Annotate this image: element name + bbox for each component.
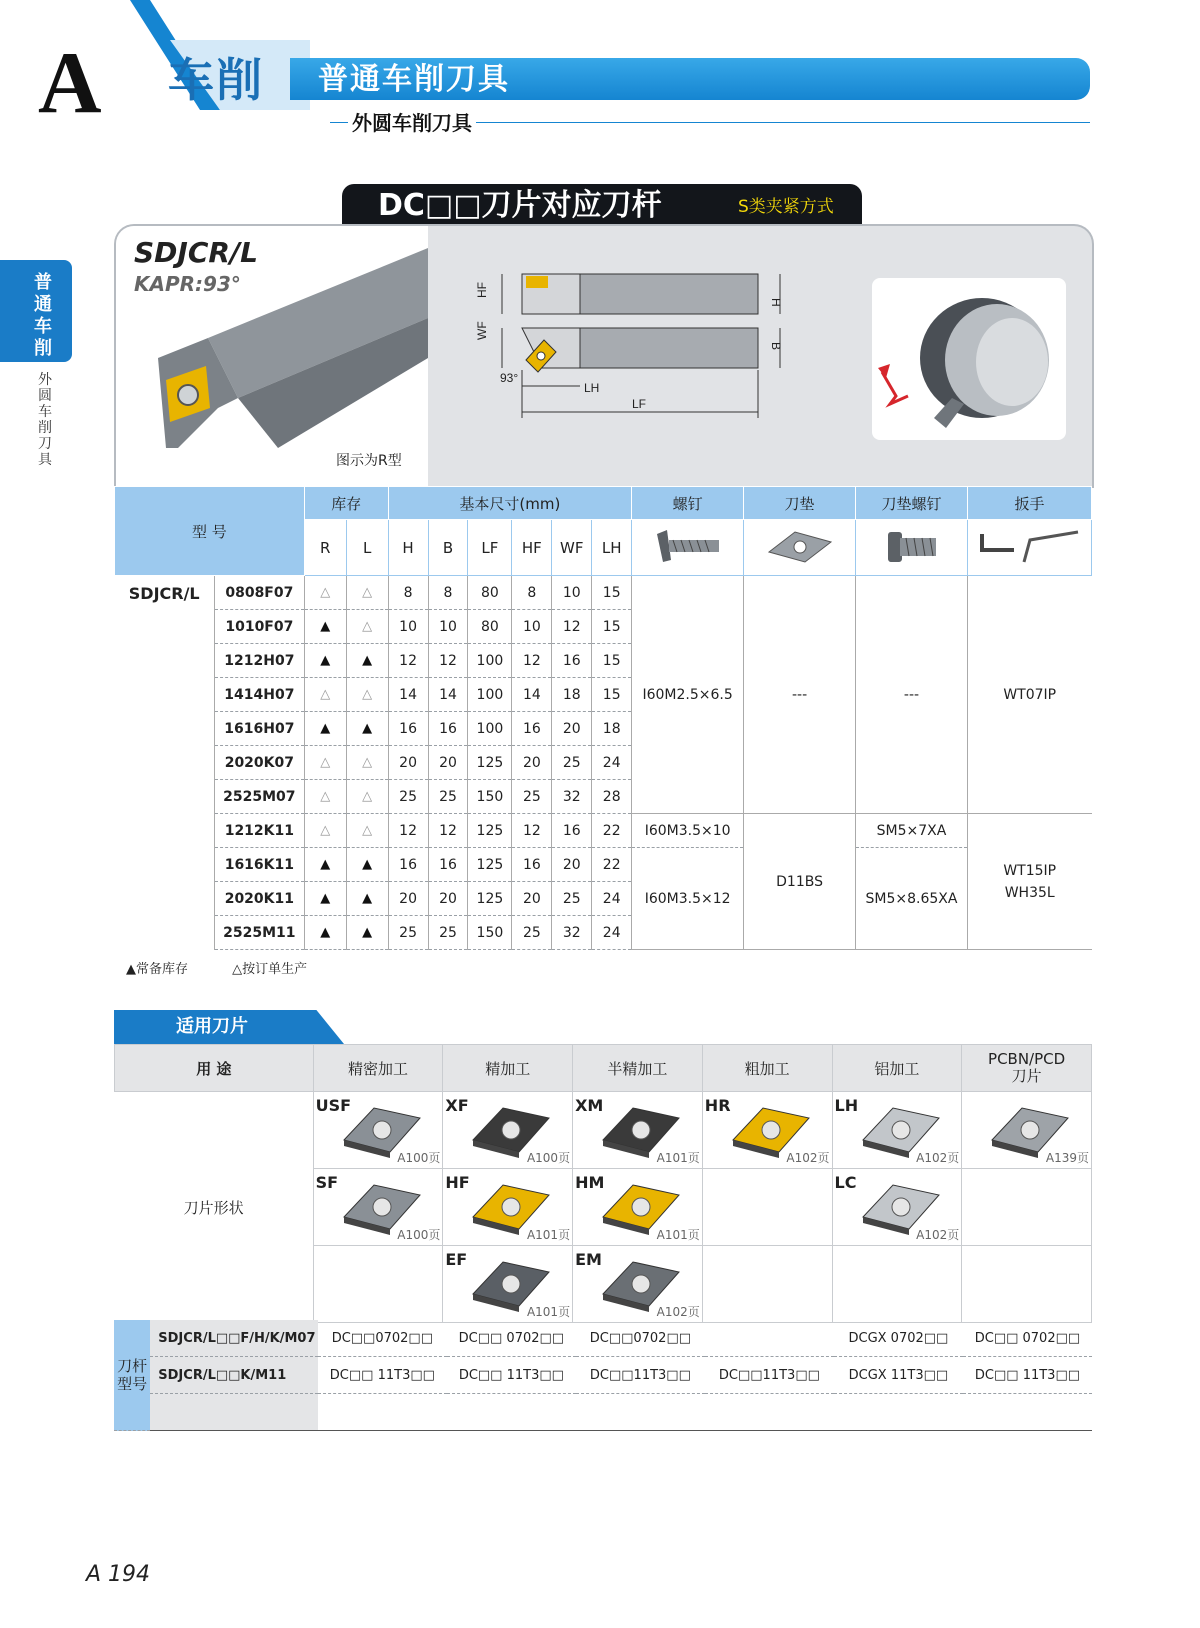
col-b: B xyxy=(428,520,468,576)
page-number: A 194 xyxy=(86,1562,151,1587)
holder-insert-code: DC□□ 0702□□ xyxy=(447,1320,576,1357)
dim-h: H xyxy=(769,298,783,307)
insert-code: XF xyxy=(445,1096,469,1115)
cell-lf: 100 xyxy=(468,712,512,746)
holder-table xyxy=(114,1320,1092,1431)
insert-cell[interactable] xyxy=(573,1092,703,1169)
shape-label: 刀片形状 xyxy=(115,1092,314,1323)
cell-lf: 125 xyxy=(468,882,512,916)
row-model: 1616H07 xyxy=(214,712,304,746)
cell-lh: 15 xyxy=(592,576,632,610)
row-model: 2525M11 xyxy=(214,916,304,950)
col-shim-screw: 刀垫螺钉 xyxy=(856,487,968,520)
cell-h: 10 xyxy=(388,610,428,644)
holder-insert-code: DC□□ 11T3□□ xyxy=(963,1357,1092,1394)
holder-model: SDJCR/L□□F/H/K/M07 xyxy=(150,1320,318,1357)
insert-cell[interactable] xyxy=(962,1092,1092,1169)
cell-hf: 16 xyxy=(512,848,552,882)
wrench-image xyxy=(967,520,1091,576)
holder-insert-code: DCGX 0702□□ xyxy=(834,1320,963,1357)
stock-r: ▲ xyxy=(304,848,346,882)
col-lf: LF xyxy=(468,520,512,576)
col-dims: 基本尺寸(mm) xyxy=(388,487,632,520)
insert-code: XM xyxy=(575,1096,604,1115)
col-screw: 螺钉 xyxy=(632,487,744,520)
row-model: 1212K11 xyxy=(214,814,304,848)
turning-workpiece-icon xyxy=(872,278,1066,440)
cell-lf: 100 xyxy=(468,678,512,712)
insert-code: LH xyxy=(834,1096,859,1115)
legend-filled: ▲常备库存 xyxy=(126,962,188,977)
cell-wf: 25 xyxy=(552,882,592,916)
side-tab-label: 普通车削 xyxy=(34,272,52,359)
col-roughing: 粗加工 xyxy=(702,1045,832,1092)
cell-b: 10 xyxy=(428,610,468,644)
cell-b: 8 xyxy=(428,576,468,610)
cell-b: 12 xyxy=(428,644,468,678)
cell-h: 16 xyxy=(388,712,428,746)
dim-lh: LH xyxy=(584,381,600,395)
insert-code: HR xyxy=(704,1096,731,1115)
stock-l: ▲ xyxy=(346,848,388,882)
insert-page-ref[interactable]: A101页 xyxy=(526,1228,571,1242)
cell-lf: 150 xyxy=(468,916,512,950)
insert-code: SF xyxy=(315,1173,339,1192)
insert-cell xyxy=(962,1246,1092,1323)
insert-page-ref[interactable]: A102页 xyxy=(656,1305,700,1319)
wrench-icon xyxy=(974,524,1084,568)
cell-lh: 15 xyxy=(592,610,632,644)
cell-b: 16 xyxy=(428,848,468,882)
cell-lf: 125 xyxy=(468,746,512,780)
row-model: 1616K11 xyxy=(214,848,304,882)
stock-r: △ xyxy=(304,780,346,814)
wrench-11b: WH35L xyxy=(1004,884,1055,901)
cell-lf: 80 xyxy=(468,610,512,644)
col-h: H xyxy=(388,520,428,576)
col-usage: 用 途 xyxy=(115,1045,314,1092)
stock-r: ▲ xyxy=(304,712,346,746)
insert-cell[interactable] xyxy=(443,1169,573,1246)
stock-l: △ xyxy=(346,814,388,848)
insert-page-ref[interactable]: A101页 xyxy=(656,1151,700,1165)
cell-wf: 18 xyxy=(552,678,592,712)
insert-cell[interactable] xyxy=(573,1246,703,1323)
cell-lh: 22 xyxy=(592,814,632,848)
cell-h: 12 xyxy=(388,644,428,678)
col-stock: 库存 xyxy=(304,487,388,520)
screw-07: I60M2.5×6.5 xyxy=(632,576,744,814)
stock-l: ▲ xyxy=(346,916,388,950)
cell-lh: 15 xyxy=(592,678,632,712)
shim-07: --- xyxy=(744,576,856,814)
stock-r: △ xyxy=(304,678,346,712)
product-kapr: KAPR:93° xyxy=(134,272,241,296)
row-model: 1212H07 xyxy=(214,644,304,678)
screw-1212k11: I60M3.5×10 xyxy=(632,814,744,848)
row-model: 2020K11 xyxy=(214,882,304,916)
col-lh: LH xyxy=(592,520,632,576)
col-precision: 精密加工 xyxy=(313,1045,443,1092)
banner-title: DC□□刀片对应刀杆 xyxy=(378,188,662,223)
cell-lh: 24 xyxy=(592,882,632,916)
stock-r: △ xyxy=(304,576,346,610)
screw-icon xyxy=(643,524,733,568)
insert-code: USF xyxy=(315,1096,352,1115)
insert-cell[interactable] xyxy=(313,1169,443,1246)
cell-lh: 24 xyxy=(592,916,632,950)
cell-wf: 10 xyxy=(552,576,592,610)
cell-wf: 32 xyxy=(552,780,592,814)
insert-cell[interactable] xyxy=(573,1169,703,1246)
insert-cell[interactable] xyxy=(443,1246,573,1323)
shim-screw-07: --- xyxy=(856,576,968,814)
insert-page-ref[interactable]: A101页 xyxy=(526,1305,571,1319)
cell-h: 16 xyxy=(388,848,428,882)
cell-b: 20 xyxy=(428,882,468,916)
col-pcbn xyxy=(962,1045,1092,1092)
cell-lh: 18 xyxy=(592,712,632,746)
dim-hf: HF xyxy=(475,282,489,298)
insert-cell xyxy=(313,1246,443,1323)
col-wrench: 扳手 xyxy=(967,487,1091,520)
shim-screw-image xyxy=(856,520,968,576)
cell-wf: 20 xyxy=(552,848,592,882)
inserts-table xyxy=(114,1044,1092,1323)
dim-b: B xyxy=(769,342,783,351)
series-name: SDJCR/L xyxy=(128,584,200,603)
holder-label: 刀杆型号 xyxy=(114,1320,150,1431)
holder-insert-code xyxy=(705,1320,834,1357)
row-model: 2525M07 xyxy=(214,780,304,814)
insert-cell[interactable] xyxy=(443,1092,573,1169)
cell-b: 20 xyxy=(428,746,468,780)
insert-cell xyxy=(702,1169,832,1246)
cell-h: 20 xyxy=(388,746,428,780)
cell-h: 20 xyxy=(388,882,428,916)
stock-l: △ xyxy=(346,746,388,780)
inserts-tab-label: 适用刀片 xyxy=(176,1016,248,1037)
stock-r: △ xyxy=(304,746,346,780)
stock-r: ▲ xyxy=(304,916,346,950)
chapter-letter: A xyxy=(38,35,102,132)
insert-cell[interactable] xyxy=(702,1092,832,1169)
insert-page-ref[interactable]: A100页 xyxy=(526,1151,571,1165)
holder-insert-code: DC□□0702□□ xyxy=(576,1320,705,1357)
banner-subtitle: S类夹紧方式 xyxy=(738,197,834,217)
shim-11: D11BS xyxy=(744,814,856,950)
holder-insert-code: DCGX 11T3□□ xyxy=(834,1357,963,1394)
stock-r: ▲ xyxy=(304,882,346,916)
cell-lf: 125 xyxy=(468,814,512,848)
cell-hf: 25 xyxy=(512,780,552,814)
cell-wf: 25 xyxy=(552,746,592,780)
cell-h: 12 xyxy=(388,814,428,848)
page-title: 普通车削刀具 xyxy=(318,62,510,97)
cell-hf: 20 xyxy=(512,882,552,916)
stock-l: ▲ xyxy=(346,644,388,678)
col-model: 型 号 xyxy=(115,487,305,576)
row-model: 0808F07 xyxy=(214,576,304,610)
legend-hollow: △按订单生产 xyxy=(232,962,308,977)
side-tab-sublabel: 外圆车削刀具 xyxy=(38,372,52,468)
cell-hf: 16 xyxy=(512,712,552,746)
holder-insert-code: DC□□11T3□□ xyxy=(576,1357,705,1394)
insert-page-ref[interactable]: A101页 xyxy=(656,1228,700,1242)
shim-screw-k11: SM5×8.65XA xyxy=(856,848,968,950)
col-pcbn-line1: PCBN/PCD xyxy=(988,1050,1066,1068)
cell-lf: 100 xyxy=(468,644,512,678)
cell-h: 25 xyxy=(388,916,428,950)
insert-page-ref[interactable]: A102页 xyxy=(916,1151,960,1165)
dim-wf: WF xyxy=(475,321,489,340)
dim-angle: 93° xyxy=(500,371,519,385)
cell-lf: 80 xyxy=(468,576,512,610)
cell-b: 12 xyxy=(428,814,468,848)
holder-insert-code: DC□□ 11T3□□ xyxy=(447,1357,576,1394)
insert-cell xyxy=(702,1246,832,1323)
cell-lh: 24 xyxy=(592,746,632,780)
stock-l: △ xyxy=(346,576,388,610)
page-subtitle: 外圆车削刀具 xyxy=(348,110,476,136)
insert-page-ref[interactable]: A102页 xyxy=(786,1151,830,1165)
cell-lf: 125 xyxy=(468,848,512,882)
spec-table xyxy=(114,486,1092,950)
col-r: R xyxy=(304,520,346,576)
insert-cell[interactable] xyxy=(313,1092,443,1169)
wrench-11a: WT15IP xyxy=(1003,862,1057,879)
wrench-07: WT07IP xyxy=(967,576,1091,814)
col-aluminum: 铝加工 xyxy=(832,1045,962,1092)
shim-icon xyxy=(755,524,845,568)
insert-page-ref[interactable]: A102页 xyxy=(916,1228,960,1242)
cell-lh: 28 xyxy=(592,780,632,814)
illustration-note: 图示为R型 xyxy=(336,453,402,469)
stock-l: △ xyxy=(346,780,388,814)
cell-hf: 14 xyxy=(512,678,552,712)
cell-hf: 25 xyxy=(512,916,552,950)
col-pcbn-line2: 刀片 xyxy=(1011,1067,1042,1085)
cell-b: 25 xyxy=(428,916,468,950)
cell-h: 14 xyxy=(388,678,428,712)
cell-wf: 20 xyxy=(552,712,592,746)
wrench-11 xyxy=(967,814,1091,950)
cell-hf: 12 xyxy=(512,644,552,678)
cell-wf: 16 xyxy=(552,644,592,678)
stock-legend xyxy=(126,962,307,978)
insert-code: EM xyxy=(575,1250,602,1269)
cell-lh: 22 xyxy=(592,848,632,882)
section-name: 车削 xyxy=(168,53,264,107)
insert-page-ref[interactable]: A100页 xyxy=(397,1228,441,1242)
cell-wf: 32 xyxy=(552,916,592,950)
holder-insert-code: DC□□ 0702□□ xyxy=(963,1320,1092,1357)
cell-b: 25 xyxy=(428,780,468,814)
stock-r: ▲ xyxy=(304,644,346,678)
insert-page-ref[interactable]: A100页 xyxy=(397,1151,441,1165)
col-semi-finishing: 半精加工 xyxy=(573,1045,703,1092)
insert-code: LC xyxy=(834,1173,857,1192)
cell-hf: 10 xyxy=(512,610,552,644)
holder-model: SDJCR/L□□K/M11 xyxy=(150,1357,318,1394)
insert-code: HF xyxy=(445,1173,470,1192)
col-shim: 刀垫 xyxy=(744,487,856,520)
product-model: SDJCR/L xyxy=(134,236,259,269)
cell-h: 8 xyxy=(388,576,428,610)
cell-h: 25 xyxy=(388,780,428,814)
holder-row-empty xyxy=(318,1394,1092,1431)
cell-hf: 8 xyxy=(512,576,552,610)
col-wf: WF xyxy=(552,520,592,576)
dim-lf: LF xyxy=(632,397,647,411)
holder-insert-code: DC□□0702□□ xyxy=(318,1320,447,1357)
stock-l: ▲ xyxy=(346,712,388,746)
cell-lh: 15 xyxy=(592,644,632,678)
insert-cell[interactable] xyxy=(832,1092,962,1169)
insert-code: HM xyxy=(575,1173,605,1192)
holder-model-empty xyxy=(150,1394,318,1431)
holder-insert-code: DC□□ 11T3□□ xyxy=(318,1357,447,1394)
insert-cell xyxy=(962,1169,1092,1246)
shim-screw-1212k11: SM5×7XA xyxy=(856,814,968,848)
screw-image xyxy=(632,520,744,576)
cell-wf: 12 xyxy=(552,610,592,644)
screw-k11: I60M3.5×12 xyxy=(632,848,744,950)
shim-screw-icon xyxy=(866,524,956,568)
insert-cell xyxy=(832,1246,962,1323)
row-model: 1010F07 xyxy=(214,610,304,644)
machining-photo xyxy=(872,278,1066,440)
stock-l: △ xyxy=(346,678,388,712)
col-hf: HF xyxy=(512,520,552,576)
stock-l: ▲ xyxy=(346,882,388,916)
insert-page-ref[interactable]: A139页 xyxy=(1045,1151,1089,1165)
insert-code: EF xyxy=(445,1250,468,1269)
holder-insert-code: DC□□11T3□□ xyxy=(705,1357,834,1394)
cell-wf: 16 xyxy=(552,814,592,848)
row-model: 2020K07 xyxy=(214,746,304,780)
insert-cell[interactable] xyxy=(832,1169,962,1246)
shim-image xyxy=(744,520,856,576)
dimension-drawing xyxy=(472,262,812,434)
stock-r: ▲ xyxy=(304,610,346,644)
col-finishing: 精加工 xyxy=(443,1045,573,1092)
cell-b: 16 xyxy=(428,712,468,746)
cell-hf: 12 xyxy=(512,814,552,848)
stock-r: △ xyxy=(304,814,346,848)
cell-lf: 150 xyxy=(468,780,512,814)
stock-l: △ xyxy=(346,610,388,644)
col-l: L xyxy=(346,520,388,576)
cell-hf: 20 xyxy=(512,746,552,780)
row-model: 1414H07 xyxy=(214,678,304,712)
cell-b: 14 xyxy=(428,678,468,712)
